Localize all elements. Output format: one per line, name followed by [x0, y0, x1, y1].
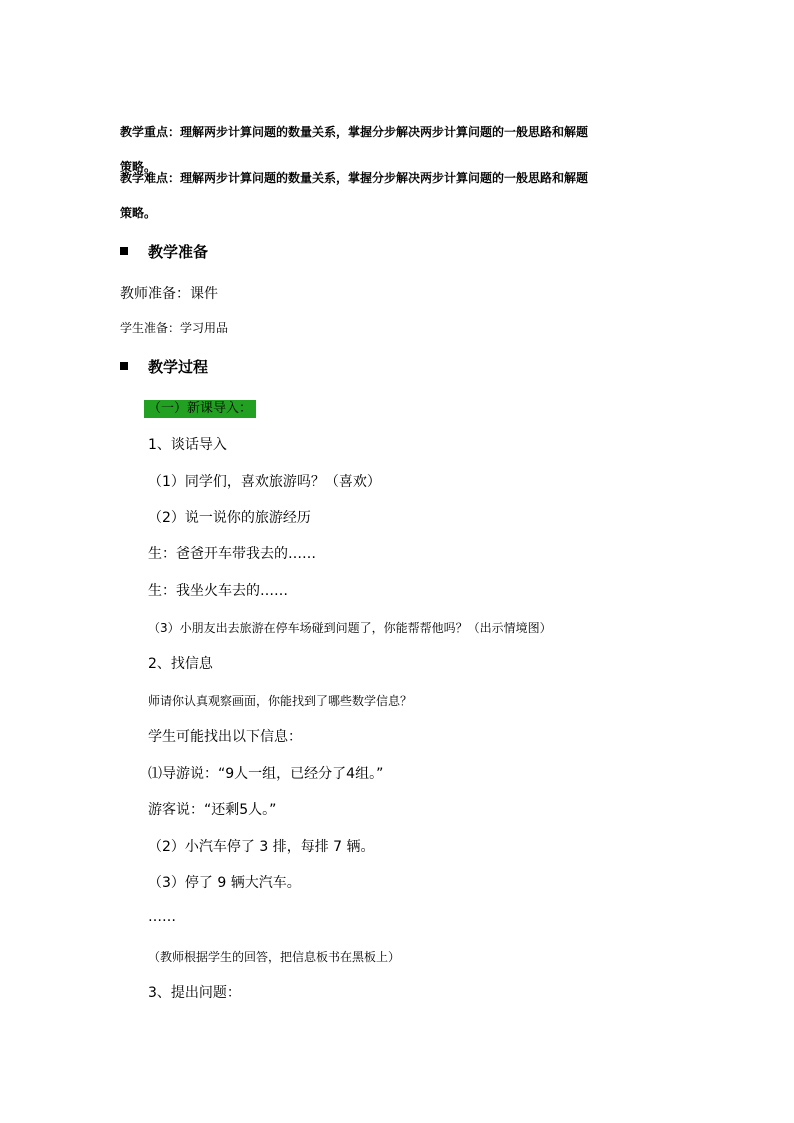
info-2: （2）小汽车停了 3 排，每排 7 辆。 — [148, 839, 375, 855]
process-heading — [120, 360, 208, 375]
item-ask-questions: 3、提出问题： — [148, 985, 241, 1001]
observe-prompt: 师请你认真观察画面，你能找到了哪些数学信息？ — [148, 694, 413, 708]
student-prep: 学生准备：学习用品 — [120, 321, 229, 335]
section-new-lesson-text: （一）新课导入： — [144, 400, 256, 418]
question-2: （2）说一说你的旅游经历 — [148, 510, 311, 526]
section-new-lesson — [144, 402, 256, 415]
student-answer-1: 生：爸爸开车带我去的…… — [148, 546, 316, 562]
teacher-note: （教师根据学生的回答，把信息板书在黑板上） — [148, 950, 401, 964]
square-bullet-icon — [120, 247, 128, 255]
square-bullet-icon — [120, 362, 128, 370]
item-talk-intro: 1、谈话导入 — [148, 437, 227, 453]
info-1b: 游客说：“还剩5人。” — [148, 802, 277, 818]
item-find-info: 2、找信息 — [148, 656, 213, 672]
may-find: 学生可能找出以下信息： — [148, 729, 302, 745]
prep-heading — [120, 245, 208, 260]
teacher-prep: 教师准备：课件 — [120, 286, 218, 302]
difficulty-line-1: 教学难点：理解两步计算问题的数量关系，掌握分步解决两步计算问题的一般思路和解题 — [120, 171, 589, 185]
question-3: （3）小朋友出去旅游在停车场碰到问题了，你能帮帮他吗？（出示情境图） — [148, 621, 552, 635]
difficulty-line-2: 策略。 — [120, 206, 157, 220]
info-3: （3）停了 9 辆大汽车。 — [148, 875, 301, 891]
question-1: （1）同学们，喜欢旅游吗？（喜欢） — [148, 474, 381, 490]
process-heading-text: 教学过程 — [148, 358, 209, 376]
student-answer-2: 生：我坐火车去的…… — [148, 583, 288, 599]
ellipsis: …… — [148, 909, 176, 925]
key-point-line-2: 策略。 — [120, 160, 157, 174]
prep-heading-text: 教学准备 — [148, 243, 209, 261]
info-1: ⑴导游说：“9人一组，已经分了4组。” — [148, 766, 384, 782]
key-point-line-1: 教学重点：理解两步计算问题的数量关系，掌握分步解决两步计算问题的一般思路和解题 — [120, 125, 589, 139]
